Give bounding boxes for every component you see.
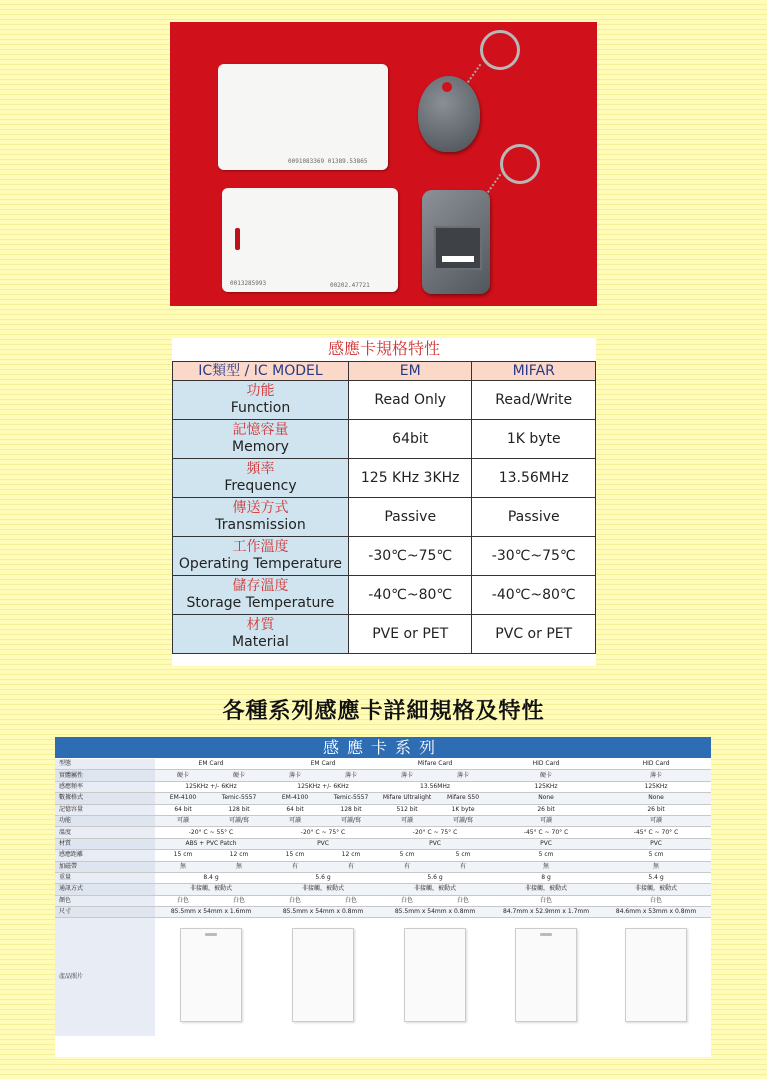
series-cell: 5.6 g xyxy=(267,872,379,883)
series-cell: 可讀/寫 xyxy=(435,815,491,826)
series-cell: 薄卡 xyxy=(601,770,711,781)
series-cell: 15 cm xyxy=(155,850,211,861)
series-cell: EM-4100 xyxy=(155,793,211,804)
series-banner: 感應卡系列 xyxy=(55,737,711,758)
series-cell: 84.7mm x 52.9mm x 1.7mm xyxy=(491,907,601,918)
section-heading: 各種系列感應卡詳細規格及特性 xyxy=(222,699,545,724)
spec-value-mifare: -40℃~80℃ xyxy=(472,576,596,615)
clamshell-card-image xyxy=(218,64,388,170)
spec-value-em: Read Only xyxy=(348,381,472,420)
series-cell: 5.6 g xyxy=(379,872,491,883)
spec-row-label xyxy=(173,615,349,654)
series-cell: 128 bit xyxy=(211,804,267,815)
card-serial-number-left: 0013285993 xyxy=(230,280,267,287)
series-cell: 8.4 g xyxy=(155,872,267,883)
series-cell: 白色 xyxy=(211,895,267,906)
spec-row-label xyxy=(173,459,349,498)
series-cell: ABS + PVC Patch xyxy=(155,838,267,849)
series-cell: 64 bit xyxy=(155,804,211,815)
series-cell: 有 xyxy=(379,861,435,872)
series-cell: 可讀 xyxy=(491,815,601,826)
series-cell: 白色 xyxy=(155,895,211,906)
series-row-label: 尺寸 xyxy=(55,907,155,918)
series-cell: Mifare Ultralight xyxy=(379,793,435,804)
series-cell: 硬卡 xyxy=(491,770,601,781)
spec-row xyxy=(173,615,596,654)
series-cell: 可讀 xyxy=(379,815,435,826)
spec-label-zh: 材質 xyxy=(246,617,275,633)
series-row xyxy=(55,781,711,792)
spec-row xyxy=(173,537,596,576)
series-cell: 白色 xyxy=(323,895,379,906)
card-image xyxy=(404,928,466,1022)
spec-label-zh: 工作溫度 xyxy=(232,539,289,555)
spec-table-title: 感應卡規格特性 xyxy=(327,339,440,358)
series-cell: PVC xyxy=(491,838,601,849)
series-card-photo xyxy=(491,918,601,1037)
series-cell: HID Card xyxy=(491,759,601,770)
series-cell: 非接觸，被動式 xyxy=(601,884,711,895)
series-row xyxy=(55,907,711,918)
series-cell: 無 xyxy=(601,861,711,872)
series-cell: 非接觸，被動式 xyxy=(491,884,601,895)
series-row xyxy=(55,850,711,861)
series-cell: 可讀 xyxy=(155,815,211,826)
spec-value-em: 125 KHz 3KHz xyxy=(348,459,472,498)
spec-row xyxy=(173,420,596,459)
series-row-label: 感應距離 xyxy=(55,850,155,861)
slotted-card-image xyxy=(222,188,398,292)
spec-row-label xyxy=(173,537,349,576)
spec-value-mifare: 13.56MHz xyxy=(472,459,596,498)
spec-value-em: 64bit xyxy=(348,420,472,459)
spec-label-en: Transmission xyxy=(215,517,306,533)
series-cell: 512 bit xyxy=(379,804,435,815)
series-cell: 15 cm xyxy=(267,850,323,861)
spec-row xyxy=(173,498,596,537)
spec-header-row xyxy=(173,362,596,381)
series-row-label: 記憶容量 xyxy=(55,804,155,815)
series-cell: 無 xyxy=(491,861,601,872)
series-cell: 85.5mm x 54mm x 0.8mm xyxy=(379,907,491,918)
series-cell: 125KHz +/- 6KHz xyxy=(155,781,267,792)
series-cell: None xyxy=(491,793,601,804)
series-cell: PVC xyxy=(267,838,379,849)
card-image xyxy=(292,928,354,1022)
series-row-label: 數據格式 xyxy=(55,793,155,804)
series-cell: Temic-5557 xyxy=(323,793,379,804)
spec-value-em: PVE or PET xyxy=(348,615,472,654)
series-row xyxy=(55,861,711,872)
series-cell: 硬卡 xyxy=(211,770,267,781)
key-ring-icon xyxy=(500,144,540,184)
series-cell: EM Card xyxy=(267,759,379,770)
spec-header-em: EM xyxy=(348,362,472,381)
series-table xyxy=(55,759,711,1036)
spec-label-zh: 傳送方式 xyxy=(232,500,289,516)
series-cell: 128 bit xyxy=(323,804,379,815)
card-slot xyxy=(235,228,240,250)
spec-label-en: Function xyxy=(230,400,291,416)
series-row-label: 實體屬性 xyxy=(55,770,155,781)
spec-table xyxy=(172,361,596,654)
card-image xyxy=(180,928,242,1022)
card-image xyxy=(515,928,577,1022)
series-cell: 白色 xyxy=(601,895,711,906)
series-cell: 5 cm xyxy=(601,850,711,861)
spec-value-em: -40℃~80℃ xyxy=(348,576,472,615)
spec-label-en: Storage Temperature xyxy=(186,595,335,611)
series-cell: 白色 xyxy=(267,895,323,906)
series-cell: 白色 xyxy=(491,895,601,906)
spec-header-mifare: MIFAR xyxy=(472,362,596,381)
spec-label-en: Memory xyxy=(232,439,289,455)
series-row-label: 重量 xyxy=(55,872,155,883)
series-row xyxy=(55,827,711,838)
series-cell: 5 cm xyxy=(491,850,601,861)
series-card-photo xyxy=(267,918,379,1037)
series-cell: 5 cm xyxy=(435,850,491,861)
spec-row xyxy=(173,459,596,498)
series-cell: 有 xyxy=(267,861,323,872)
series-cell: 84.6mm x 53mm x 0.8mm xyxy=(601,907,711,918)
series-cell: Mifare Card xyxy=(379,759,491,770)
spec-value-mifare: PVC or PET xyxy=(472,615,596,654)
series-cell: -20° C ~ 75° C xyxy=(379,827,491,838)
series-cell: 5 cm xyxy=(379,850,435,861)
spec-row xyxy=(173,381,596,420)
series-row-label: 顏色 xyxy=(55,895,155,906)
teardrop-key-fob-image xyxy=(418,76,480,152)
series-row xyxy=(55,793,711,804)
spec-value-mifare: Read/Write xyxy=(472,381,596,420)
spec-label-zh: 功能 xyxy=(246,383,275,399)
series-cell: 薄卡 xyxy=(323,770,379,781)
card-image xyxy=(625,928,687,1022)
series-row xyxy=(55,895,711,906)
series-cell: 無 xyxy=(155,861,211,872)
series-cell: 85.5mm x 54mm x 1.6mm xyxy=(155,907,267,918)
series-row-label: 溫度 xyxy=(55,827,155,838)
spec-label-zh: 儲存溫度 xyxy=(232,578,289,594)
spec-label-zh: 頻率 xyxy=(246,461,275,477)
series-row xyxy=(55,884,711,895)
series-row xyxy=(55,815,711,826)
series-cell: HID Card xyxy=(601,759,711,770)
series-cell: PVC xyxy=(601,838,711,849)
spec-value-em: -30℃~75℃ xyxy=(348,537,472,576)
spec-header-model: IC類型 / IC MODEL xyxy=(173,362,349,381)
spec-label-en: Material xyxy=(232,634,289,650)
series-row xyxy=(55,872,711,883)
series-card-photo xyxy=(379,918,491,1037)
series-row-label: 型態 xyxy=(55,759,155,770)
series-cell: 薄卡 xyxy=(435,770,491,781)
series-cell: 薄卡 xyxy=(379,770,435,781)
series-cell: 白色 xyxy=(379,895,435,906)
series-cell: 可讀/寫 xyxy=(323,815,379,826)
spec-row xyxy=(173,576,596,615)
series-cell: -45° C ~ 70° C xyxy=(491,827,601,838)
series-card-photo xyxy=(155,918,267,1037)
series-row xyxy=(55,770,711,781)
spec-table-panel xyxy=(172,338,596,666)
series-row xyxy=(55,838,711,849)
series-cell: 有 xyxy=(323,861,379,872)
series-cell: None xyxy=(601,793,711,804)
series-cell: 125KHz +/- 6KHz xyxy=(267,781,379,792)
spec-row-label xyxy=(173,381,349,420)
series-cell: PVC xyxy=(379,838,491,849)
series-cell: 12 cm xyxy=(211,850,267,861)
series-cell: 5.4 g xyxy=(601,872,711,883)
spec-value-mifare: Passive xyxy=(472,498,596,537)
card-serial-number-right: 00202.47721 xyxy=(330,282,370,289)
series-cell: -20° C ~ 55° C xyxy=(155,827,267,838)
spec-row-label xyxy=(173,498,349,537)
series-cell: 1K byte xyxy=(435,804,491,815)
series-row-label: 功能 xyxy=(55,815,155,826)
series-row xyxy=(55,759,711,770)
series-cell: 可讀 xyxy=(601,815,711,826)
series-cell: Temic-5557 xyxy=(211,793,267,804)
key-ring-icon xyxy=(480,30,520,70)
series-row-label: 通訊方式 xyxy=(55,884,155,895)
series-cell: 硬卡 xyxy=(155,770,211,781)
series-cell: 薄卡 xyxy=(267,770,323,781)
series-row-label: 加磁帶 xyxy=(55,861,155,872)
series-cell: 26 bit xyxy=(601,804,711,815)
series-cell: EM-4100 xyxy=(267,793,323,804)
spec-value-em: Passive xyxy=(348,498,472,537)
series-cell: 12 cm xyxy=(323,850,379,861)
series-cell: 非接觸，被動式 xyxy=(379,884,491,895)
series-row xyxy=(55,804,711,815)
series-table-panel xyxy=(55,737,711,1057)
series-cell: 有 xyxy=(435,861,491,872)
series-photo-row xyxy=(55,918,711,1037)
series-cell: 8 g xyxy=(491,872,601,883)
series-cell: 非接觸，被動式 xyxy=(155,884,267,895)
spec-value-mifare: 1K byte xyxy=(472,420,596,459)
series-cell: 無 xyxy=(211,861,267,872)
series-cell: 可讀/寫 xyxy=(211,815,267,826)
rectangular-key-fob-image xyxy=(422,190,490,294)
series-cell: 白色 xyxy=(435,895,491,906)
series-cell: 125KHz xyxy=(491,781,601,792)
series-card-photo xyxy=(601,918,711,1037)
series-photo-label: 產品照片 xyxy=(55,918,155,1037)
product-photo xyxy=(170,22,597,306)
series-cell: 13.56MHz xyxy=(379,781,491,792)
spec-row-label xyxy=(173,420,349,459)
card-serial-number: 0091083369 01389.53865 xyxy=(288,158,368,165)
series-cell: EM Card xyxy=(155,759,267,770)
spec-label-zh: 記憶容量 xyxy=(232,422,289,438)
series-cell: Mifare S50 xyxy=(435,793,491,804)
series-row-label: 材質 xyxy=(55,838,155,849)
series-cell: 85.5mm x 54mm x 0.8mm xyxy=(267,907,379,918)
series-cell: 64 bit xyxy=(267,804,323,815)
spec-row-label xyxy=(173,576,349,615)
series-cell: 可讀 xyxy=(267,815,323,826)
spec-label-en: Operating Temperature xyxy=(178,556,343,572)
series-cell: 26 bit xyxy=(491,804,601,815)
series-cell: 125KHz xyxy=(601,781,711,792)
series-row-label: 感應頻率 xyxy=(55,781,155,792)
series-cell: 非接觸，被動式 xyxy=(267,884,379,895)
spec-label-en: Frequency xyxy=(224,478,297,494)
series-cell: -45° C ~ 70° C xyxy=(601,827,711,838)
series-cell: -20° C ~ 75° C xyxy=(267,827,379,838)
spec-value-mifare: -30℃~75℃ xyxy=(472,537,596,576)
